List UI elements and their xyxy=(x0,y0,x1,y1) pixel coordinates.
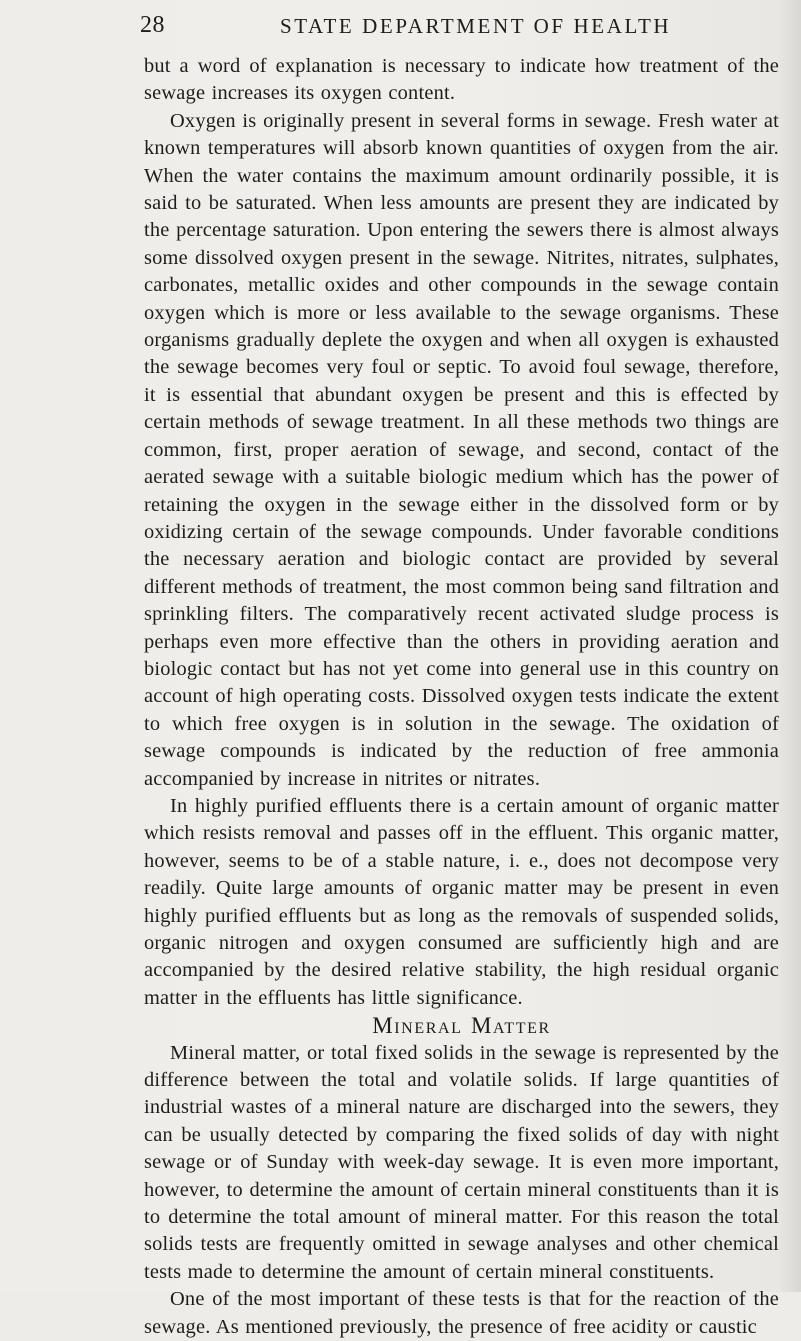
running-head: STATE DEPARTMENT OF HEALTH xyxy=(280,14,672,38)
paragraph-continued: but a word of explanation is necessary to indicate how treatment of the sewage increases its oxygen content. xyxy=(144,55,779,105)
body-text xyxy=(144,53,779,1341)
page-header xyxy=(140,12,741,42)
paragraph-mineral-matter: Mineral matter, or total fixed solids in the sewage is represented by the difference between the total and volatile solids. If large quantities of industrial wastes of a mineral nature are discharged into the sewers, they can be usually detected by comparing the fixed solids of day with night sewage or of Sunday with week-day sewage. It is even more important, however, to determine the amount of certain mineral constituents than it is to determine the total amount of mineral matter. For this reason the total solids tests are frequently omitted in sewage analyses and other chemical tests made to determine the amount of certain mineral constituents. xyxy=(144,1041,779,1283)
paragraph-reaction: One of the most important of these tests is that for the reaction of the sewage. As mentioned previously, the presence of free acidity or caustic xyxy=(144,1288,779,1338)
section-heading-mineral-matter: Mineral Matter xyxy=(372,1013,551,1039)
paragraph-organic-matter: In highly purified effluents there is a certain amount of organic matter which resists removal and passes off in the effluent. This organic matter, however, seems to be of a stable nature, i. e., does not decompose very readily. Quite large amounts of organic matter may be present in even highly purified effluents but as long as the removals of suspended solids, organic nitrogen and oxygen consumed are sufficiently high and are accompanied by the desired relative stability, the high residual organic matter in the effluents has little significance. xyxy=(144,794,779,1009)
paragraph-oxygen: Oxygen is originally present in several forms in sewage. Fresh water at known temperatures will absorb known quantities of oxygen from the air. When the water contains the maximum amount ordinarily possible, it is said to be saturated. When less amounts are present they are indicated by the percentage saturation. Upon entering the sewers there is almost always some dissolved oxygen present in the sewage. Nitrites, nitrates, sulphates, carbonates, metallic oxides and other compounds in the sewage contain oxygen which is more or less available to the sewage organisms. These organisms gradually deplete the oxygen and when all oxygen is exhausted the sewage becomes very foul or septic. To avoid foul sewage, therefore, it is essential that abundant oxygen be present and this is effected by certain methods of sewage treatment. In all these methods two things are common, first, proper aeration of sewage, and second, contact of the aerated sewage with a suitable biologic medium which has the power of retaining the oxygen in the sewage either in the dissolved form or by oxidizing certain of the sewage compounds. Under favorable conditions the necessary aeration and biologic contact are provided by several different methods of treatment, the most common being sand filtration and sprinkling filters. The comparatively recent activated sludge process is perhaps even more effective than the others in providing aeration and biologic contact but has not yet come into general use in this country on account of high operating costs. Dissolved oxygen tests indicate the extent to which free oxygen is in solution in the sewage. The oxidation of sewage compounds is indicated by the reduction of free ammonia accompanied by increase in nitrites or nitrates. xyxy=(144,109,779,790)
page-number: 28 xyxy=(140,12,165,38)
